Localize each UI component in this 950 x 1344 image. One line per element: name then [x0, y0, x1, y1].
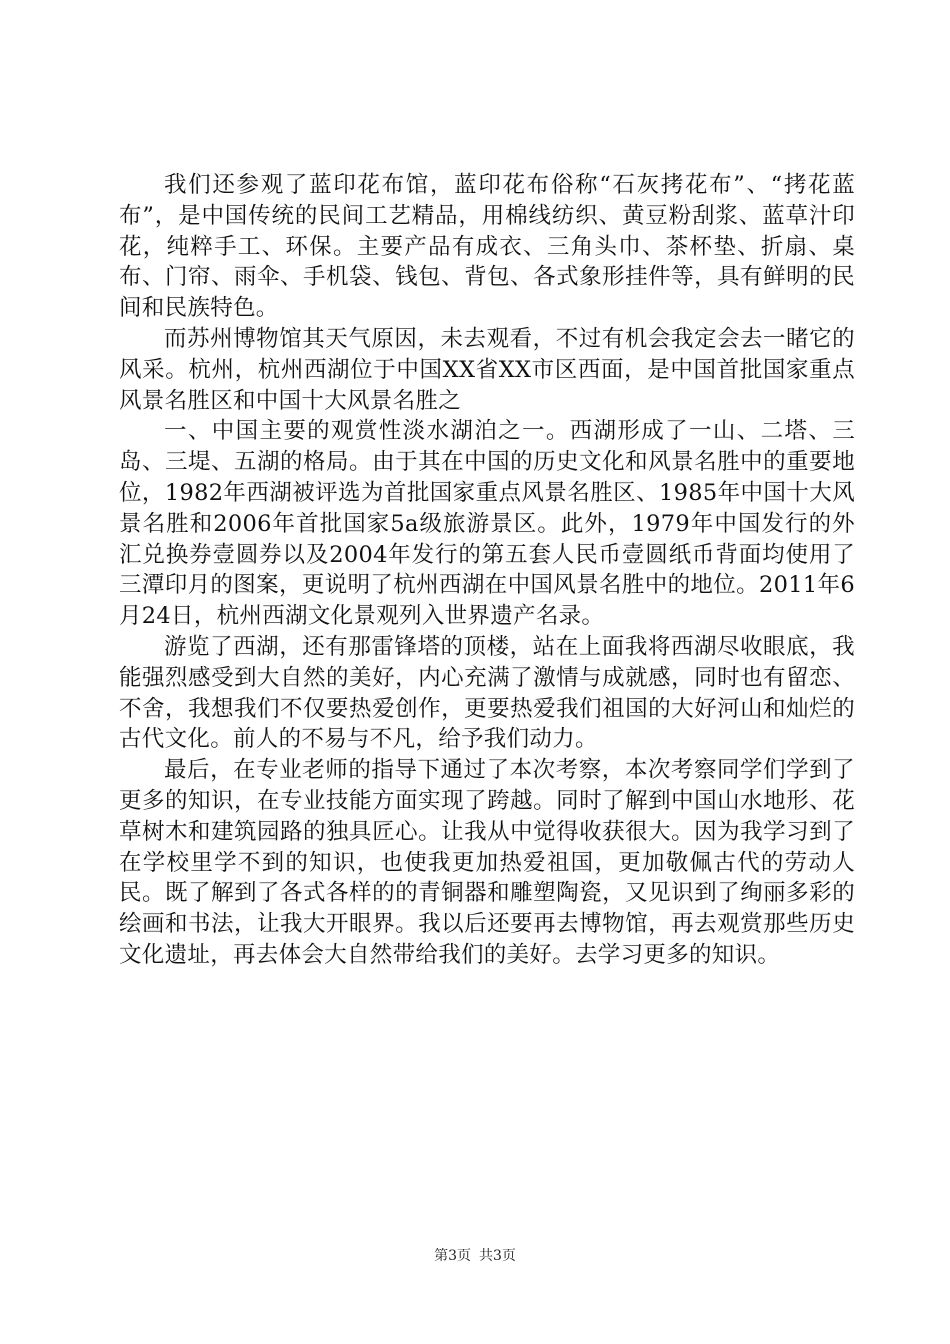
document-body — [119, 170, 855, 971]
paragraph-west-lake: 一、中国主要的观赏性淡水湖泊之一。西湖形成了一山、二塔、三岛、三堤、五湖的格局。由于其在中国的历史文化和风景名胜中的重要地位，1982年西湖被评选为首批国家重点风景名胜区、1985年中国十大风景名胜和2006年首批国家5a级旅游景区。此外，1979年中国发行的外汇兑换券壹圆券以及2004年发行的第五套人民币壹圆纸币背面均使用了三潭印月的图案，更说明了杭州西湖在中国风景名胜中的地位。2011年6月24日，杭州西湖文化景观列入世界遗产名录。 — [119, 418, 855, 630]
paragraph-leifeng-pagoda: 游览了西湖，还有那雷锋塔的顶楼，站在上面我将西湖尽收眼底，我能强烈感受到大自然的美好，内心充满了激情与成就感，同时也有留恋、不舍，我想我们不仅要热爱创作，更要热爱我们祖国的大好河山和灿烂的古代文化。前人的不易与不凡，给予我们动力。 — [119, 633, 855, 753]
paragraph-conclusion: 最后，在专业老师的指导下通过了本次考察，本次考察同学们学到了更多的知识，在专业技能方面实现了跨越。同时了解到中国山水地形、花草树木和建筑园路的独具匠心。让我从中觉得收获很大。因为我学习到了在学校里学不到的知识，也使我更加热爱祖国，更加敬佩古代的劳动人民。既了解到了各式各样的的青铜器和雕塑陶瓷，又见识到了绚丽多彩的绘画和书法，让我大开眼界。我以后还要再去博物馆，再去观赏那些历史文化遗址，再去体会大自然带给我们的美好。去学习更多的知识。 — [119, 757, 855, 968]
page-number: 第3页 — [434, 1248, 471, 1264]
paragraph-indigo-cloth: 我们还参观了蓝印花布馆，蓝印花布俗称“石灰拷花布”、“拷花蓝布”，是中国传统的民间工艺精品，用棉线纺织、黄豆粉刮浆、蓝草汁印花，纯粹手工、环保。主要产品有成衣、三角头巾、茶杯垫、折扇、桌布、门帘、雨伞、手机袋、钱包、背包、各式象形挂件等，具有鲜明的民间和民族特色。 — [119, 172, 855, 322]
page-footer — [0, 1245, 950, 1265]
page-total: 共3页 — [479, 1248, 516, 1264]
paragraph-suzhou-hangzhou: 而苏州博物馆其天气原因，未去观看，不过有机会我定会去一睹它的风采。杭州，杭州西湖位于中国XX省XX市区西面，是中国首批国家重点风景名胜区和中国十大风景名胜之 — [119, 325, 855, 414]
